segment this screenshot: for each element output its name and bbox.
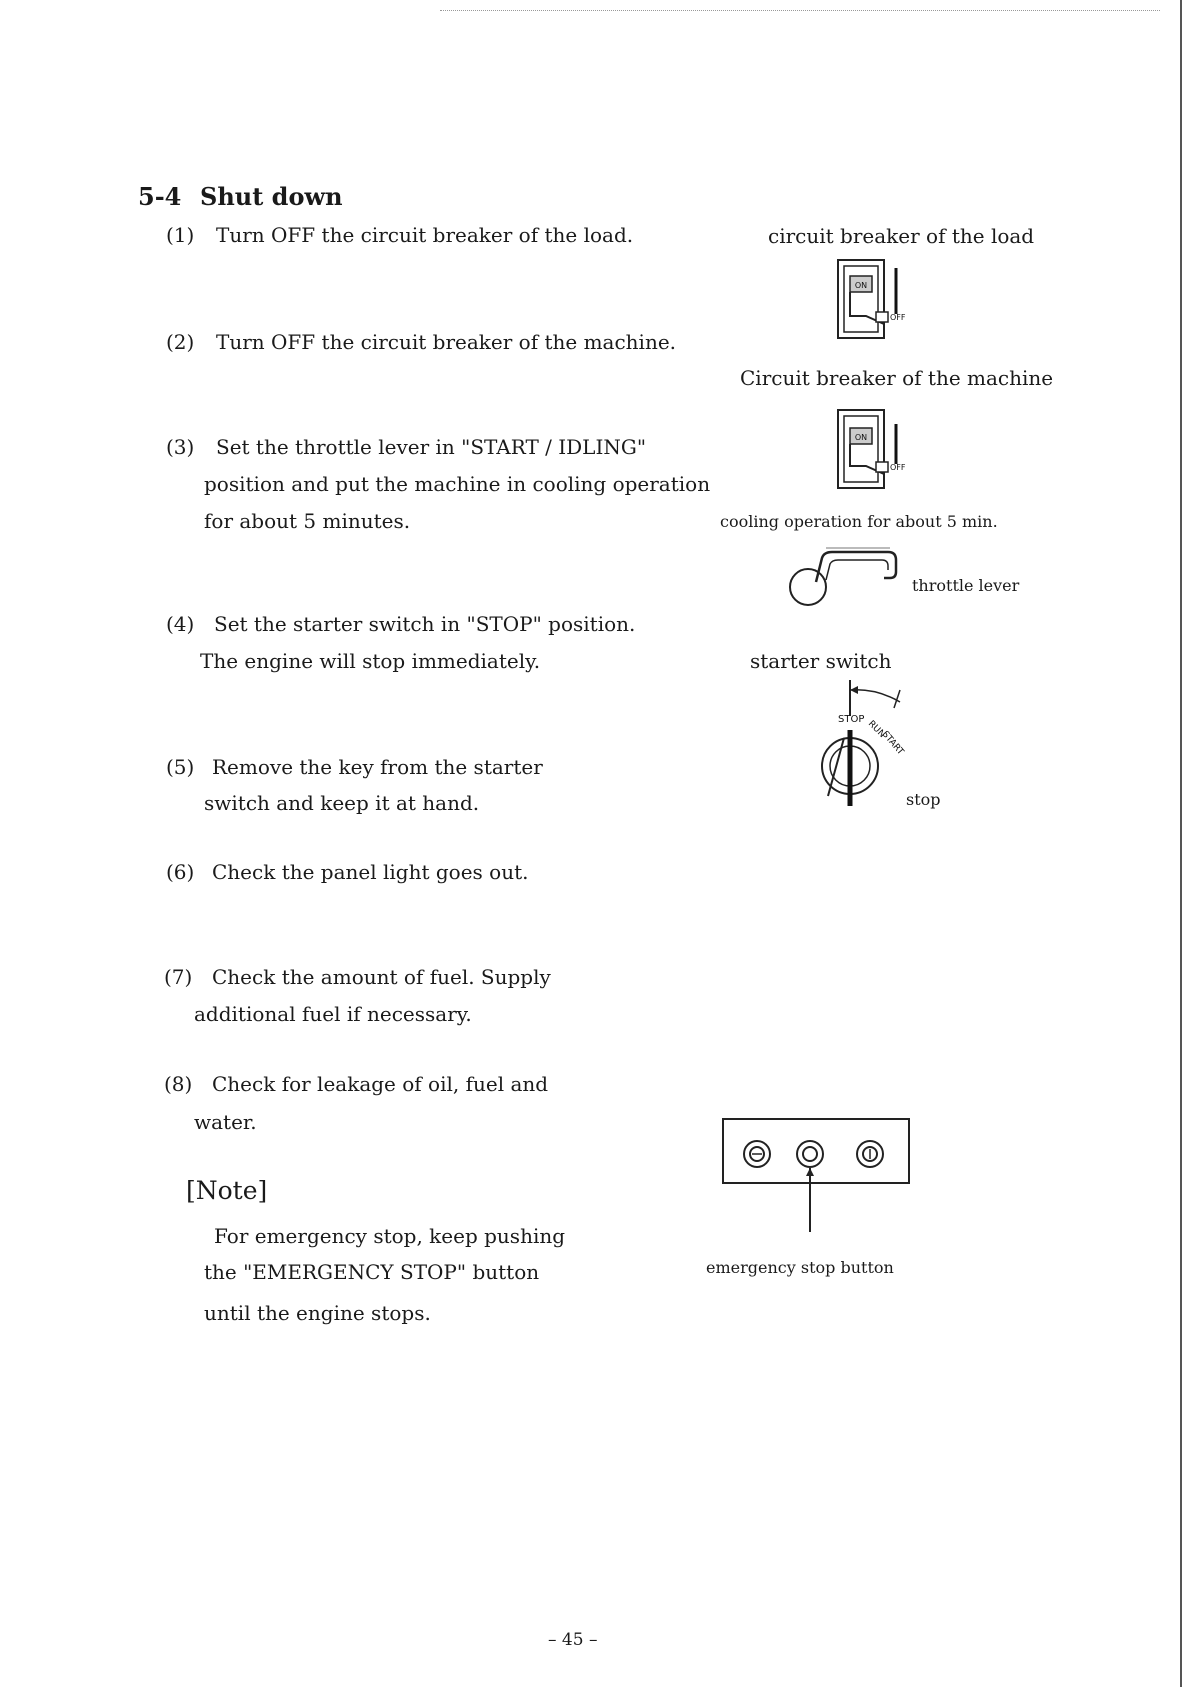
step-1-text: Turn OFF the circuit breaker of the load. (216, 223, 634, 247)
step-2-text: Turn OFF the circuit breaker of the machine. (216, 330, 677, 354)
note-line-1: For emergency stop, keep pushing (214, 1224, 566, 1248)
machine-breaker-illustration (836, 408, 926, 492)
step-5-number: (5) (166, 755, 195, 779)
step-2-number: (2) (166, 330, 195, 354)
right-edge-rule (1180, 0, 1182, 1687)
note-title: [Note] (186, 1176, 268, 1205)
note-line-3: until the engine stops. (204, 1301, 431, 1325)
step-7-line-2: additional fuel if necessary. (194, 1002, 472, 1026)
starter-stop-mark: STOP (838, 714, 865, 725)
load-breaker-on-label: ON (854, 281, 868, 290)
step-3-line-3: for about 5 minutes. (204, 509, 411, 533)
step-4-number: (4) (166, 612, 195, 636)
machine-breaker-on-label: ON (854, 433, 868, 442)
step-7-line-1: Check the amount of fuel. Supply (212, 965, 551, 989)
load-breaker-caption: circuit breaker of the load (768, 224, 1035, 248)
section-title: Shut down (200, 182, 343, 211)
load-breaker-illustration (836, 258, 926, 342)
step-6-number: (6) (166, 860, 195, 884)
step-4-line-1: Set the starter switch in "STOP" position. (214, 612, 636, 636)
step-4-line-2: The engine will stop immediately. (200, 649, 541, 673)
starter-run-mark: RUN (865, 719, 887, 740)
step-8-number: (8) (164, 1072, 193, 1096)
control-panel-illustration (722, 1118, 912, 1236)
step-3-line-1: Set the throttle lever in "START / IDLING" (216, 435, 647, 459)
step-6-text: Check the panel light goes out. (212, 860, 529, 884)
step-8-line-2: water. (194, 1110, 257, 1134)
cooling-caption: cooling operation for about 5 min. (720, 512, 998, 531)
step-7-number: (7) (164, 965, 193, 989)
machine-breaker-caption: Circuit breaker of the machine (740, 366, 1054, 390)
step-3-line-2: position and put the machine in cooling operation (204, 472, 711, 496)
note-line-2: the "EMERGENCY STOP" button (204, 1260, 540, 1284)
throttle-lever-label: throttle lever (912, 576, 1020, 595)
emergency-stop-caption: emergency stop button (706, 1258, 894, 1277)
step-5-line-1: Remove the key from the starter (212, 755, 543, 779)
page-number: – 45 – (548, 1630, 598, 1650)
step-1-number: (1) (166, 223, 195, 247)
starter-start-mark: START (879, 729, 906, 758)
throttle-lever-illustration (786, 542, 906, 612)
section-number: 5-4 (138, 182, 182, 211)
starter-switch-illustration (808, 678, 918, 808)
load-breaker-off-label: OFF (890, 313, 906, 322)
step-3-number: (3) (166, 435, 195, 459)
top-dotted-line (440, 10, 1160, 11)
step-5-line-2: switch and keep it at hand. (204, 791, 480, 815)
machine-breaker-off-label: OFF (890, 463, 906, 472)
stop-label: stop (906, 790, 941, 809)
starter-switch-caption: starter switch (750, 649, 892, 673)
step-8-line-1: Check for leakage of oil, fuel and (212, 1072, 549, 1096)
